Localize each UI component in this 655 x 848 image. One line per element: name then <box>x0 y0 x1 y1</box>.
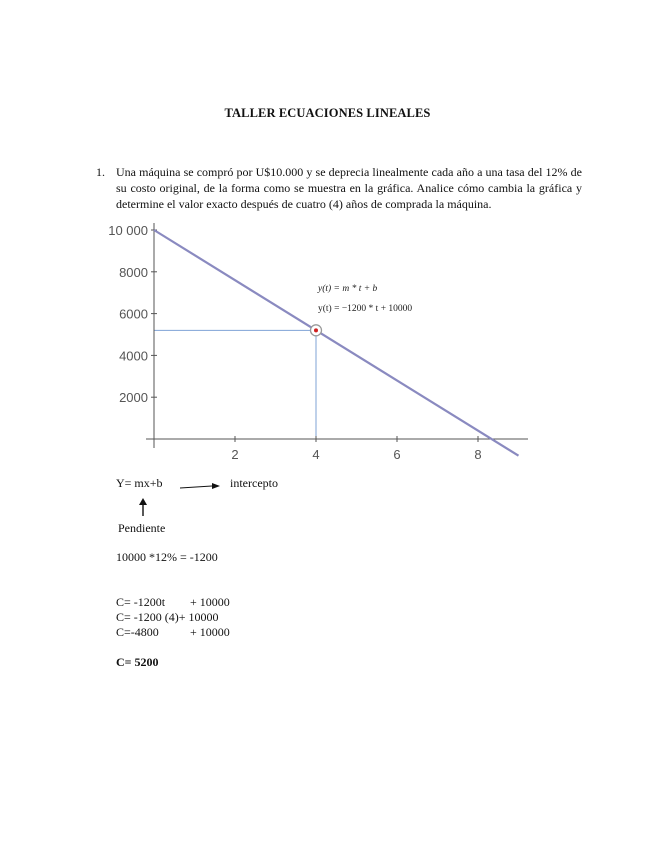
c-line-2: C= -1200 (4)+ 10000 <box>116 610 219 624</box>
formula-text: Y= mx+b <box>116 476 163 490</box>
intercept-label: intercepto <box>230 476 278 490</box>
x-tick-label: 6 <box>393 447 401 462</box>
page-title: TALLER ECUACIONES LINEALES <box>224 106 431 120</box>
c-line-1-right: + 10000 <box>190 595 230 609</box>
c-line-1: C= -1200t <box>116 595 166 609</box>
c-line-3-right: + 10000 <box>190 625 230 639</box>
equation-specific: y(t) = −1200 * t + 10000 <box>318 304 413 314</box>
y-tick-label: 8000 <box>119 264 148 280</box>
y-tick-label: 2000 <box>119 390 148 406</box>
x-tick-label: 8 <box>474 447 482 462</box>
highlight-point <box>311 325 322 336</box>
problem-number: 1. <box>96 165 105 179</box>
y-tick-label: 4000 <box>119 348 148 364</box>
depreciation-chart <box>96 218 536 463</box>
y-tick-label: 6000 <box>119 306 148 322</box>
arrow-right-icon <box>180 482 220 492</box>
highlight-point-dot <box>314 328 318 332</box>
series-line-0 <box>154 230 519 456</box>
result: C= 5200 <box>116 655 159 669</box>
x-tick-label: 4 <box>312 447 320 462</box>
problem-text: Una máquina se compró por U$10.000 y se deprecia linealmente cada año a una tasa del 12% de su costo original, de la forma como se muestra en la gráfica. Analice cómo cambia la gráfica y determine el valor exacto después de cuatro (4) años de comprada la máquina. <box>116 165 582 211</box>
equation-general: y(t) = m * t + b <box>318 284 378 294</box>
arrow-up-icon <box>138 498 148 516</box>
c-line-3: C=-4800 <box>116 625 159 639</box>
x-tick-label: 2 <box>231 447 239 462</box>
slope-calculation: 10000 *12% = -1200 <box>116 550 218 564</box>
slope-label: Pendiente <box>118 521 166 535</box>
y-tick-label: 10 000 <box>108 223 148 238</box>
